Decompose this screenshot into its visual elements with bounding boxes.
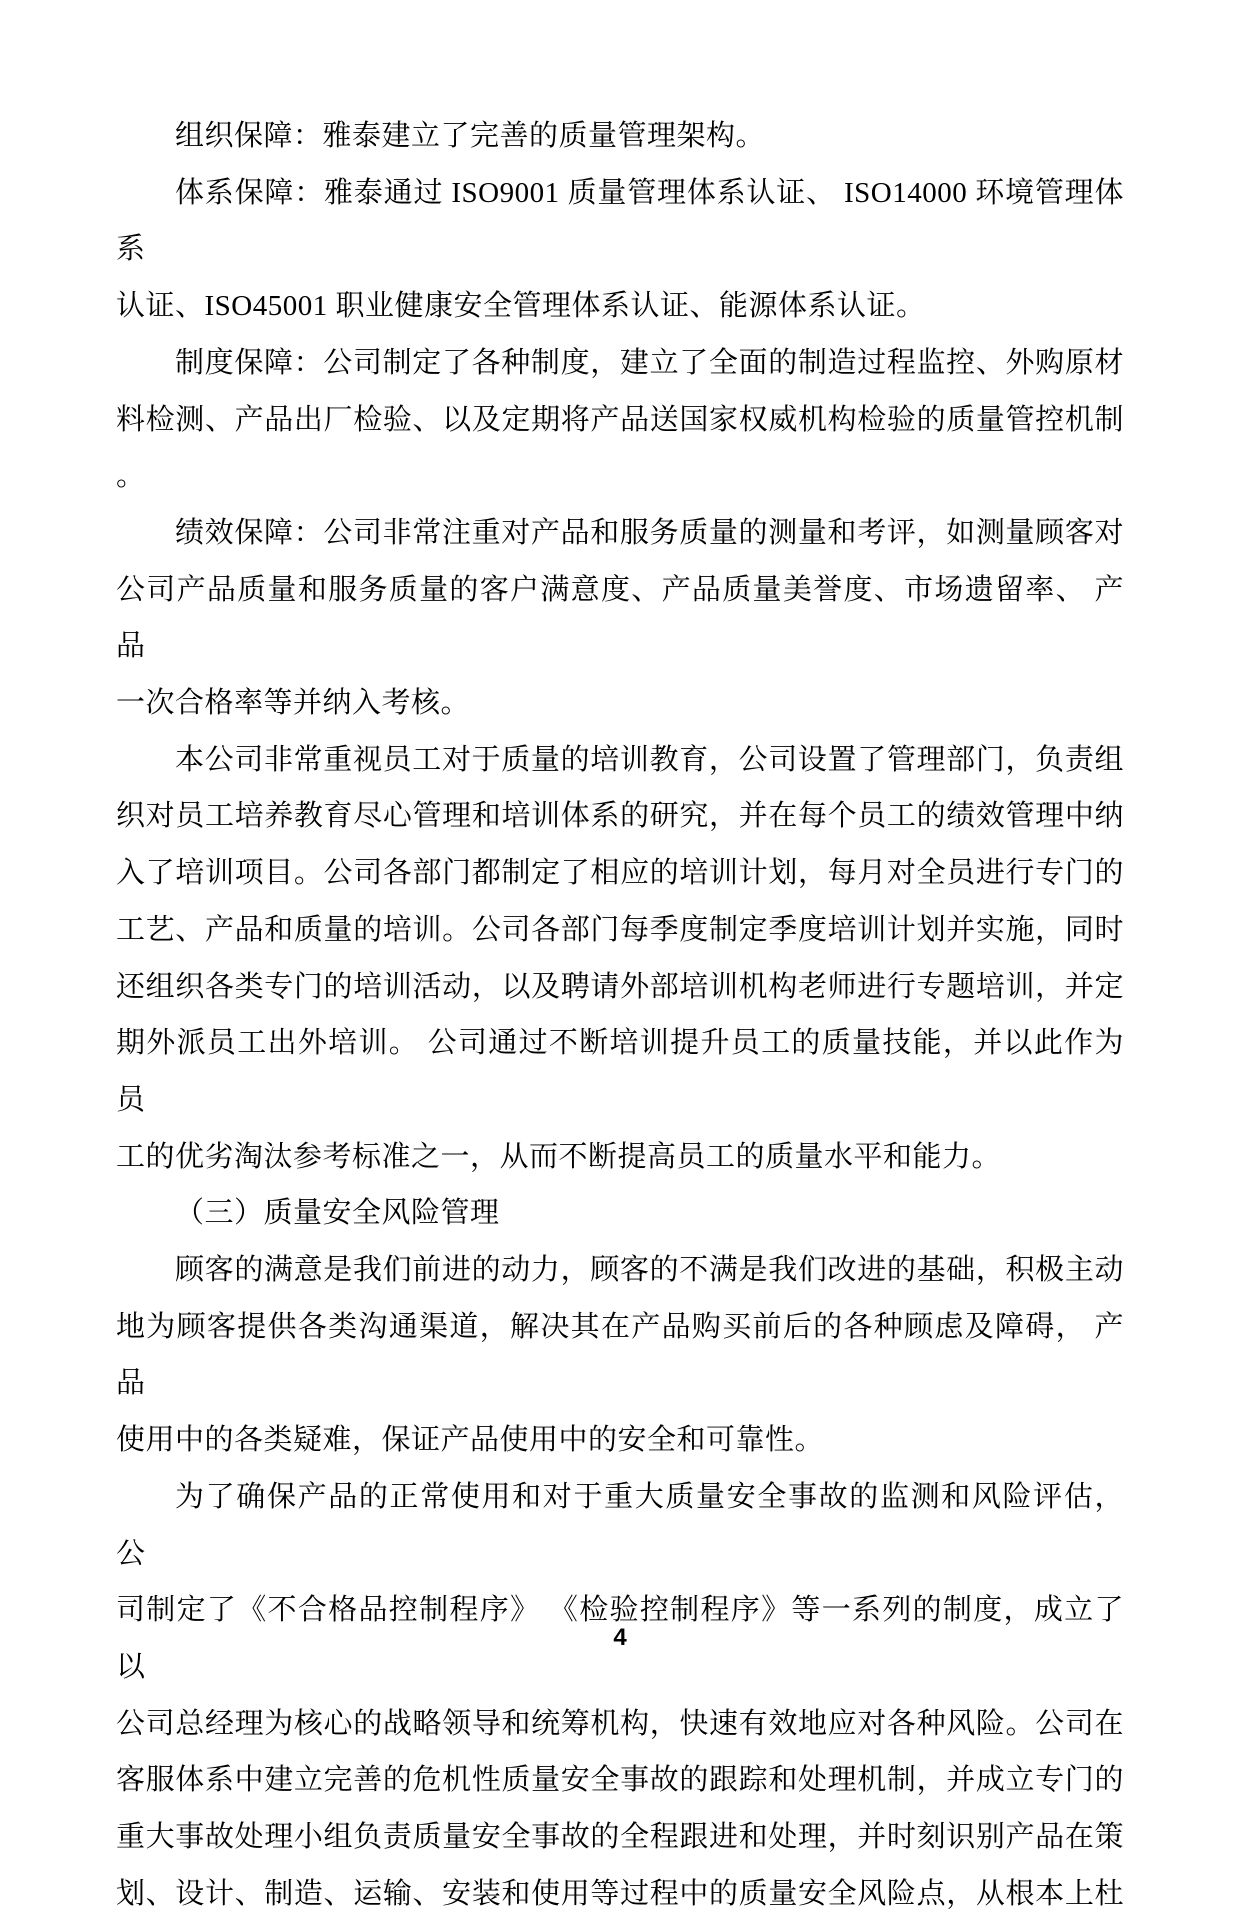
text-line: 体系保障：雅泰通过 ISO9001 质量管理体系认证、 ISO14000 环境管理体系 — [116, 176, 1124, 266]
text-line: 使用中的各类疑难，保证产品使用中的安全和可靠性。 — [116, 1424, 825, 1457]
page-footer — [0, 1624, 1240, 1652]
text-line: 工的优劣淘汰参考标准之一，从而不断提高员工的质量水平和能力。 — [116, 1140, 1002, 1173]
text-line: 地为顾客提供各类沟通渠道，解决其在产品购买前后的各种顾虑及障碍， 产品 — [116, 1310, 1124, 1400]
text-line: 重大事故处理小组负责质量安全事故的全程跟进和处理，并时刻识别产品在策 — [116, 1821, 1124, 1854]
text-line: 组织保障：雅泰建立了完善的质量管理架构。 — [175, 120, 766, 152]
text-line: 本公司非常重视员工对于质量的培训教育，公司设置了管理部门，负责组 — [175, 743, 1124, 776]
text-line: 划、设计、制造、运输、安装和使用等过程中的质量安全风险点，从根本上杜 — [116, 1877, 1124, 1910]
text-line: 一次合格率等并纳入考核。 — [116, 687, 471, 720]
text-line: 料检测、产品出厂检验、以及定期将产品送国家权威机构检验的质量管控机制 — [116, 403, 1124, 436]
text-line: 司制定了《不合格品控制程序》 《检验控制程序》等一系列的制度，成立了以 — [116, 1594, 1124, 1683]
text-line: 工艺、产品和质量的培训。公司各部门每季度制定季度培训计划并实施，同时 — [116, 913, 1124, 946]
text-line: 入了培训项目。公司各部门都制定了相应的培训计划，每月对全员进行专门的 — [116, 857, 1124, 890]
text-line: 顾客的满意是我们前进的动力，顾客的不满是我们改进的基础，积极主动 — [175, 1254, 1124, 1287]
text-line: 为了确保产品的正常使用和对于重大质量安全事故的监测和风险评估， 公 — [116, 1480, 1124, 1570]
section-heading: （三）质量安全风险管理 — [175, 1197, 500, 1230]
text-line: 织对员工培养教育尽心管理和培训体系的研究，并在每个员工的绩效管理中纳 — [116, 800, 1124, 833]
text-line: 期外派员工出外培训。 公司通过不断培训提升员工的质量技能，并以此作为员 — [116, 1027, 1124, 1116]
text-line: 公司总经理为核心的战略领导和统筹机构，快速有效地应对各种风险。公司在 — [116, 1707, 1124, 1740]
page-number: 4 — [613, 1624, 627, 1651]
text-line: 制度保障：公司制定了各种制度，建立了全面的制造过程监控、外购原材 — [175, 346, 1124, 379]
text-line: 绩效保障：公司非常注重对产品和服务质量的测量和考评，如测量顾客对 — [175, 516, 1124, 549]
text-line: 认证、ISO45001 职业健康安全管理体系认证、能源体系认证。 — [116, 290, 926, 323]
text-line: 公司产品质量和服务质量的客户满意度、产品质量美誉度、市场遗留率、 产品 — [116, 573, 1124, 663]
text-line: 还组织各类专门的培训活动，以及聘请外部培训机构老师进行专题培训，并定 — [116, 970, 1124, 1003]
text-line: 。 — [116, 460, 146, 493]
text-line: 客服体系中建立完善的危机性质量安全事故的跟踪和处理机制，并成立专门的 — [116, 1764, 1124, 1797]
